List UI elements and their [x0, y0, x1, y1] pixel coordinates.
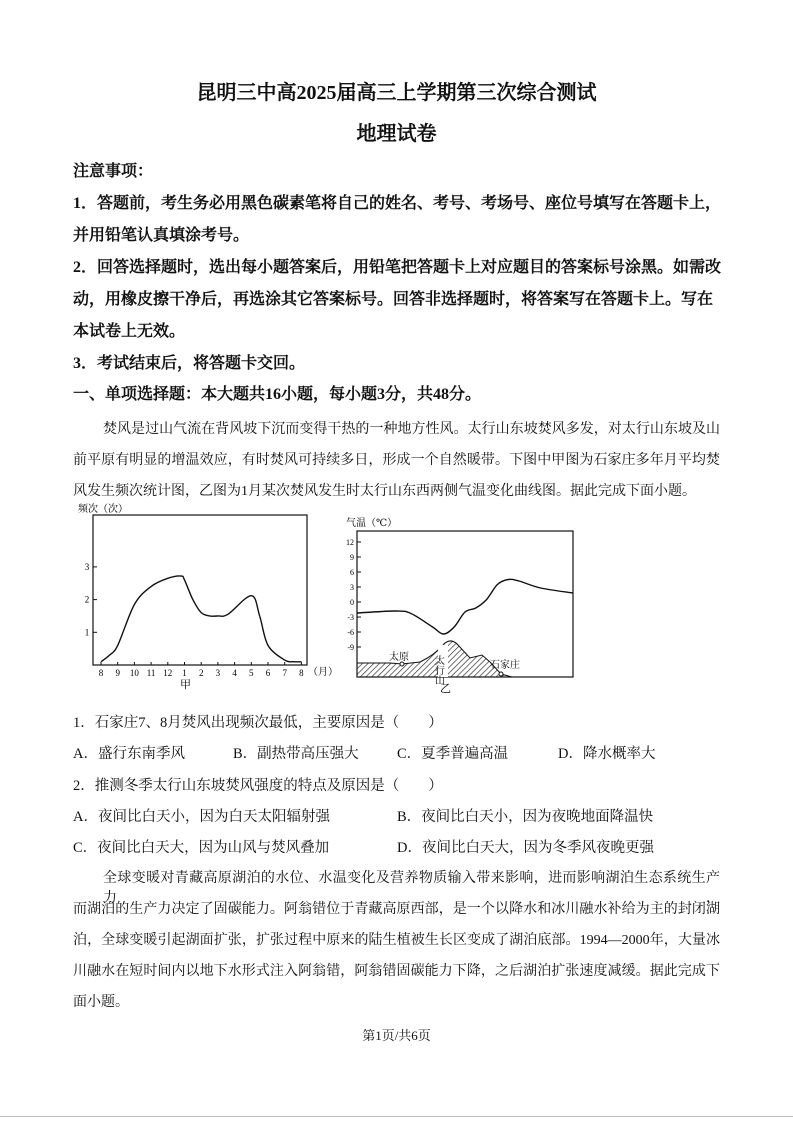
notice-line: 3．考试结束后，将答题卡交回。 [73, 355, 306, 372]
passage-line: 前平原有明显的增温效应，有时焚风可持续多日，形成一个自然暖带。下图中甲图为石家庄多年月平均焚 [73, 453, 720, 468]
chart-temperature-profile [340, 510, 585, 695]
chart1-xtick-label: 4 [232, 668, 237, 678]
chart1-xtick-label: 11 [146, 668, 156, 678]
passage-line: 泊，全球变暖引起湖面扩张，扩张过程中原来的陆生植被生长区变成了湖泊底部。1994—2000年，大量冰 [73, 933, 720, 948]
q1-option-d[interactable]: D．降水概率大 [558, 746, 656, 762]
q1-option-b[interactable]: B．副热带高压强大 [233, 746, 359, 762]
passage-line: 焚风是过山气流在背风坡下沉而变得干热的一种地方性风。太行山东坡焚风多发，对太行山东坡及山 [103, 422, 720, 437]
shijiazhuang-marker [499, 672, 503, 676]
notice-line: 本试卷上无效。 [73, 323, 186, 340]
section-heading: 一、单项选择题：本大题共16小题，每小题3分，共48分。 [73, 386, 482, 403]
page-edge-divider [0, 1116, 793, 1117]
notice-line: 1．答题前，考生务必用黑色碳素笔将自己的姓名、考号、考场号、座位号填写在答题卡上， [73, 195, 722, 212]
chart1-xtick-label: 2 [198, 668, 204, 678]
q1-option-c[interactable]: C．夏季普遍高温 [397, 746, 509, 762]
passage-line: 而湖泊的生产力决定了固碳能力。阿翁错位于青藏高原西部，是一个以降水和冰川融水补给为主的封闭湖 [73, 902, 720, 917]
notice-line: 并用铅笔认真填涂考号。 [73, 227, 250, 244]
passage-line: 川融水在短时间内以地下水形式注入阿翁错，阿翁错固碳能力下降，之后湖泊扩张速度减缓。据此完成下 [73, 964, 720, 979]
exam-title: 昆明三中高2025届高三上学期第三次综合测试 [196, 82, 597, 104]
chart1-ytick-label: 3 [84, 561, 90, 572]
question-2-stem: 2．推测冬季太行山东坡焚风强度的特点及原因是（ ） [73, 778, 443, 794]
chart1-frame [93, 515, 307, 665]
q2-option-c[interactable]: C．夜间比白天大，因为山风与焚风叠加 [73, 840, 330, 856]
chart1-xtick-label: 6 [265, 668, 271, 678]
exam-subtitle: 地理试卷 [356, 123, 437, 145]
q1-option-a[interactable]: A．盛行东南季风 [73, 746, 185, 762]
label-taihangshan: 太行山 [432, 655, 444, 685]
chart1-ytick-label: 1 [84, 627, 90, 638]
chart2-ytick-label: 0 [350, 598, 354, 607]
chart1-xtick-label: 8 [98, 668, 104, 678]
chart1-frequency-line [101, 576, 301, 662]
chart1-title: 甲 [180, 679, 191, 691]
chart2-ytick-label: 6 [350, 568, 354, 577]
question-1-stem: 1．石家庄7、8月焚风出现频次最低，主要原因是（ ） [73, 715, 443, 731]
notice-line: 动，用橡皮擦干净后，再选涂其它答案标号。回答非选择题时，将答案写在答题卡上。写在 [73, 291, 714, 308]
q2-option-b[interactable]: B．夜间比白天小，因为夜晚地面降温快 [397, 809, 654, 825]
chart2-ytick-label: 3 [350, 583, 354, 592]
chart-foehn-frequency [60, 498, 340, 693]
chart1-xtick-label: 7 [282, 668, 287, 678]
label-shijiazhuang: 石家庄 [490, 660, 520, 671]
chart1-xtick-label: 3 [215, 668, 221, 678]
chart2-ytick-label: 12 [346, 538, 354, 547]
passage-line: 面小题。 [73, 995, 129, 1010]
passage-line: 风发生频次统计图，乙图为1月某次焚风发生时太行山东西两侧气温变化曲线图。据此完成下面小题。 [73, 484, 696, 499]
label-taiyuan: 太原 [389, 652, 409, 663]
chart1-xlabel: （月） [308, 667, 338, 678]
q2-option-a[interactable]: A．夜间比白天小，因为白天太阳辐射强 [73, 809, 330, 825]
passage-line: 全球变暖对青藏高原湖泊的水位、水温变化及营养物质输入带来影响，进而影响湖泊生态系统生产力， [103, 871, 720, 906]
chart2-ylabel: 气温（℃） [346, 518, 398, 529]
notice-line: 2．回答选择题时，选出每小题答案后，用铅笔把答题卡上对应题目的答案标号涂黑。如需改 [73, 259, 722, 276]
chart1-xtick-label: 12 [163, 668, 173, 678]
chart2-ytick-label: -6 [347, 628, 354, 637]
chart1-ylabel: 频次（次） [78, 504, 128, 515]
chart2-ytick-label: 9 [350, 553, 354, 562]
chart1-ytick-label: 2 [84, 594, 90, 605]
chart1-xtick-label: 10 [129, 668, 139, 678]
chart1-xtick-label: 5 [249, 668, 254, 678]
q2-option-d[interactable]: D．夜间比白天大，因为冬季风夜晚更强 [397, 840, 654, 856]
chart1-xtick-label: 9 [115, 668, 120, 678]
chart2-ytick-label: -9 [347, 643, 354, 652]
page-number: 第1页/共6页 [362, 1028, 431, 1043]
chart2-title: 乙 [440, 683, 451, 695]
chart2-ytick-label: -3 [347, 613, 354, 622]
chart1-xtick-label: 8 [299, 668, 304, 678]
chart2-temperature-line [357, 579, 573, 634]
notice-heading: 注意事项： [73, 163, 154, 180]
chart1-xtick-label: 1 [182, 668, 187, 678]
